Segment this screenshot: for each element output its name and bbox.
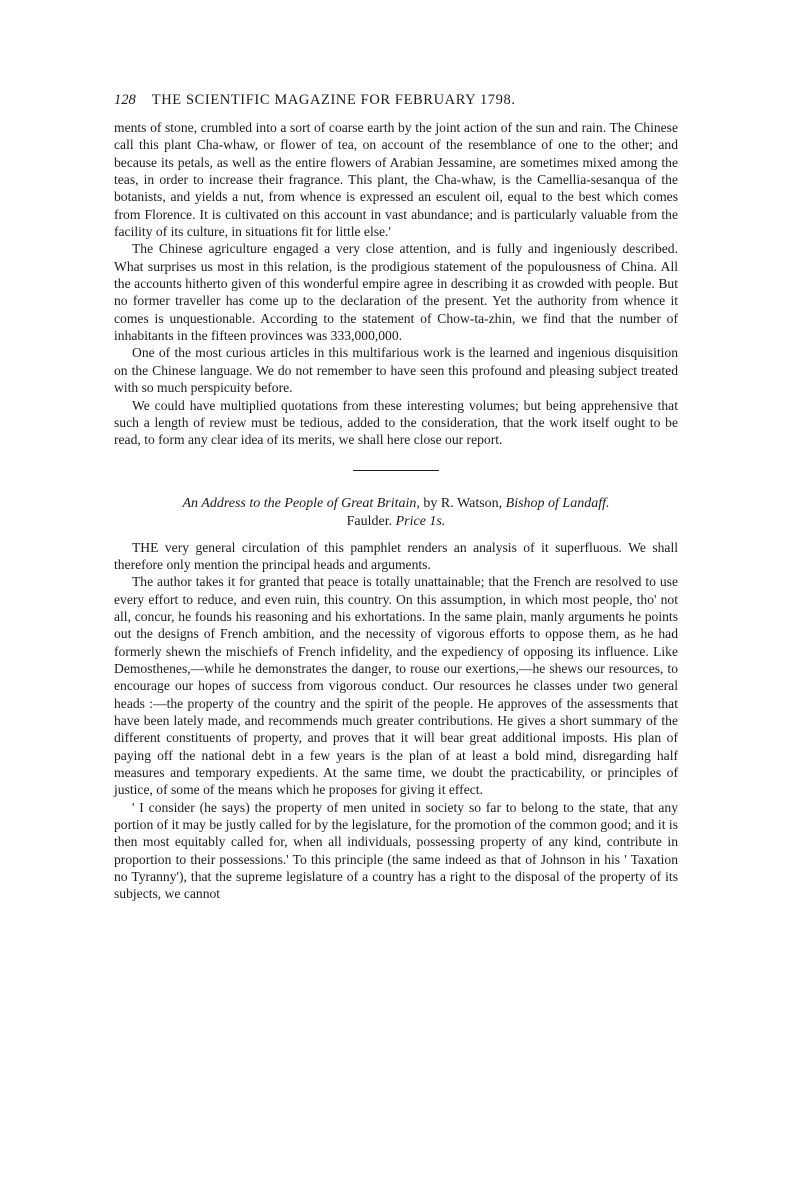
page-number: 128 [114, 92, 136, 108]
paragraph: ' I consider (he says) the property of men united in society so far to belong to the state, that any portion of it may be justly called for by the legislature, for the promotion of the common good; and it is then most equitably called for, when all individuals, possessing property of any kind, contribute in proportion to their possessions.' To this principle (the same indeed as that of Johnson in his ' Taxation no Tyranny'), that the supreme legislature of a country has a right to the disposal of the property of its subjects, we cannot [114, 799, 678, 902]
review-publisher: Faulder. [346, 513, 393, 529]
review-title [114, 495, 678, 513]
paragraph: We could have multiplied quotations from these interesting volumes; but being apprehensive that such a length of review must be tedious, added to the consideration, that the work itself ought to be read, to form any clear idea of its merits, we shall here close our report. [114, 397, 678, 448]
first-review-continuation [114, 119, 678, 449]
running-head [114, 92, 678, 109]
review-author-office: Bishop of Landaff. [505, 495, 610, 511]
paragraph: THE very general circulation of this pamphlet renders an analysis of it superfluous. We shall therefore only mention the principal heads and arguments. [114, 539, 678, 572]
review-by: by R. Watson, [423, 495, 503, 511]
review-price: Price 1s. [395, 513, 446, 529]
review-heading [114, 495, 678, 531]
section-divider [353, 470, 439, 471]
second-review-body [114, 539, 678, 903]
review-title-prefix: An Address to the People of Great Britain, [182, 495, 420, 511]
paragraph: One of the most curious articles in this multifarious work is the learned and ingenious disquisition on the Chinese language. We do not remember to have seen this profound and pleasing subject treated with so much perspicuity before. [114, 345, 678, 396]
paragraph: ments of stone, crumbled into a sort of coarse earth by the joint action of the sun and rain. The Chinese call this plant Cha-whaw, or flower of tea, on account of the resemblance of one to the other; and because its petals, as well as the entire flowers of Arabian Jessamine, are sometimes mixed among the teas, in order to increase their fragrance. This plant, the Cha-whaw, is the Camellia-sesanqua of the botanists, and yields a nut, from whence is expressed an esculent oil, equal to the best which comes from Florence. It is cultivated on this account in vast abundance; and is particularly valuable from the facility of its culture, in situations fit for little else.' [114, 120, 678, 240]
paragraph: The Chinese agriculture engaged a very close attention, and is fully and ingeniously described. What surprises us most in this relation, is the prodigious statement of the populousness of China. All the accounts hitherto given of this wonderful empire agree in describing it as crowded with people. But no former traveller has come up to the declaration of the present. Yet the authority from whence it comes is unquestionable. According to the statement of Chow-ta-zhin, we find that the number of inhabitants in the fifteen provinces was 333,000,000. [114, 241, 678, 344]
review-publication-info [114, 513, 678, 531]
running-title: THE SCIENTIFIC MAGAZINE FOR FEBRUARY 1798. [151, 92, 516, 108]
paragraph: The author takes it for granted that peace is totally unattainable; that the French are resolved to use every effort to reduce, and even ruin, this country. On this assumption, in which most people, tho' not all, concur, he founds his reasoning and his exhortations. In the same plain, manly arguments he points out the designs of French ambition, and the necessity of vigorous efforts to oppose them, as he had formerly shewn the mischiefs of French infidelity, and the expediency of opposing its influence. Like Demosthenes,—while he demonstrates the danger, to rouse our exertions,—he shews our resources, to encourage our hopes of success from vigorous conduct. Our resources he classes under two general heads :—the property of the country and the spirit of the people. He approves of the assessments that have been lately made, and recommends much greater contributions. He gives a short summary of the different constituents of property, and proves that it will bear great additional imposts. His plan of paying off the national debt in a few years is the plan of at least a bold mind, disregarding half measures and temporary expedients. At the same time, we doubt the practicability, or principles of justice, of some of the means which he proposes for giving it effect. [114, 574, 678, 798]
